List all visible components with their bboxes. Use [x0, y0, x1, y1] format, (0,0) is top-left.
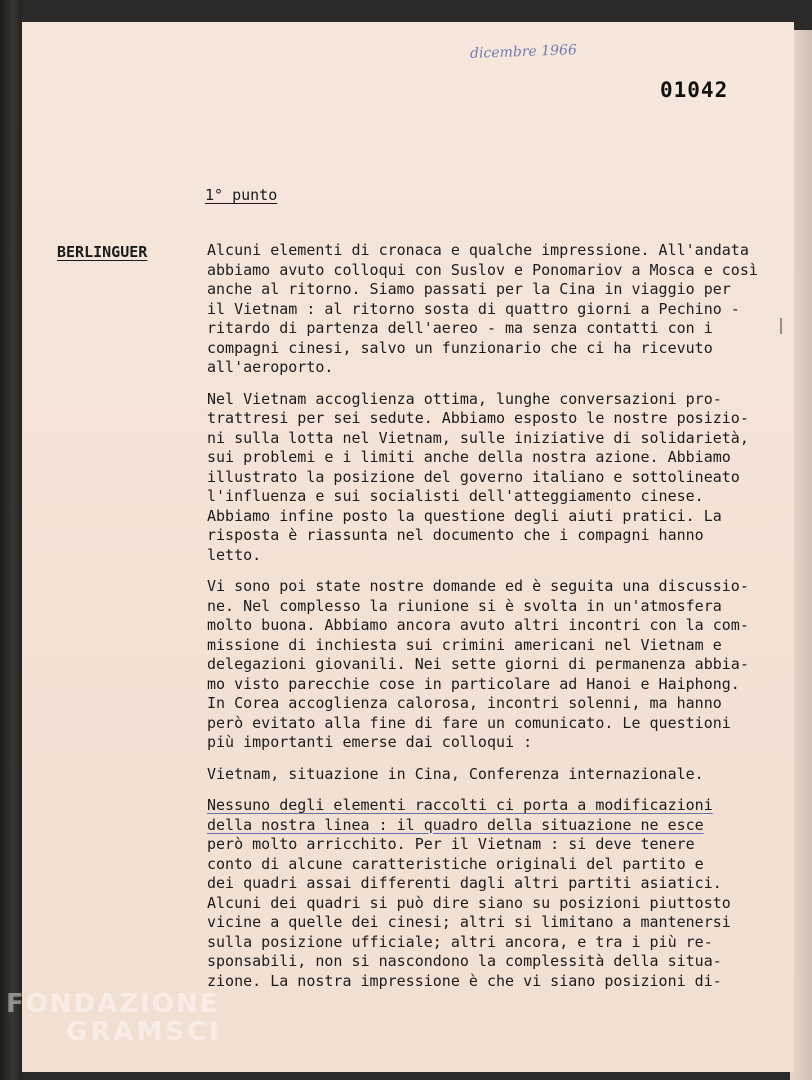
text-line: più importanti emerse dai colloqui : [207, 733, 533, 751]
watermark-line-2: GRAMSCI [66, 1017, 222, 1047]
paragraph-1 [207, 241, 767, 378]
paragraph-3 [207, 577, 767, 753]
paragraph-4 [207, 765, 767, 785]
text-line: Alcuni dei quadri si può dire siano su posizioni piuttosto [207, 893, 731, 912]
text-line: ritardo di partenza dell'aereo - ma senza contatti con i [207, 319, 713, 337]
text-line: zione. La nostra impressione è che vi siano posizioni di- [207, 971, 722, 990]
text-line: molto buona. Abbiamo ancora avuto altri incontri con la com- [207, 616, 749, 634]
text-line: dei quadri assai differenti dagli altri partiti asiatici. [207, 874, 722, 892]
document-body [207, 241, 767, 1003]
text-line: Alcuni elementi di cronaca e qualche impressione. All'andata [207, 241, 749, 259]
text-line: conto di alcune caratteristiche originali del partito e [207, 854, 704, 873]
paragraph-5 [207, 796, 767, 991]
text-line: ne. Nel complesso la riunione si è svolta in un'atmosfera [207, 596, 722, 615]
text-line: compagni cinesi, salvo un funzionario che ci ha ricevuto [207, 338, 713, 357]
text-line: ni sulla lotta nel Vietnam, sulle iniziative di solidarietà, [207, 428, 749, 447]
text-line: Vietnam, situazione in Cina, Conferenza internazionale. [207, 764, 704, 783]
text-line: Vi sono poi state nostre domande ed è seguita una discussio- [207, 577, 749, 595]
text-line: Nel Vietnam accoglienza ottima, lunghe conversazioni pro- [207, 389, 722, 408]
text-line: illustrato la posizione del governo italiano e sottolineato [207, 467, 740, 486]
text-line: sui problemi e i limiti anche della nostra azione. Abbiamo [207, 448, 731, 466]
text-line: delegazioni giovanili. Nei sette giorni di permanenza abbia- [207, 655, 749, 673]
text-line: Abbiamo infine posto la questione degli aiuti pratici. La [207, 506, 722, 525]
speaker-name: BERLINGUER [57, 243, 148, 261]
text-line: In Corea accoglienza calorosa, incontri solenni, ma hanno [207, 694, 722, 712]
text-line: l'influenza e sui socialisti dell'atteggiamento cinese. [207, 487, 704, 505]
text-line: abbiamo avuto colloqui con Suslov e Ponomariov a Mosca e così [207, 260, 758, 279]
text-line: risposta è riassunta nel documento che i compagni hanno [207, 526, 704, 544]
text-line: sulla posizione ufficiale; altri ancora, e tra i più re- [207, 932, 713, 951]
text-line: però evitato alla fine di fare un comunicato. Le questioni [207, 713, 731, 732]
text-line: letto. [207, 545, 262, 564]
section-title: 1° punto [205, 186, 278, 204]
text-line: missione di inchiesta sui crimini americani nel Vietnam e [207, 635, 722, 654]
text-line: anche al ritorno. Siamo passati per la Cina in viaggio per [207, 280, 731, 298]
text-line: vicine a quelle dei cinesi; altri si limitano a mantenersi [207, 913, 731, 931]
text-line: trattresi per sei sedute. Abbiamo esposto le nostre posizio- [207, 409, 749, 427]
text-line-underlined: Nessuno degli elementi raccolti ci porta a modificazioni [207, 796, 713, 814]
text-line-underlined: della nostra linea : il quadro della situazione ne esce [207, 815, 704, 834]
watermark-line-1: FONDAZIONE [6, 989, 220, 1019]
text-line: mo visto parecchie cose in particolare ad Hanoi e Haiphong. [207, 674, 740, 693]
document-number: 01042 [660, 78, 729, 102]
binder-edge [0, 0, 22, 1080]
text-line: però molto arricchito. Per il Vietnam : si deve tenere [207, 835, 695, 853]
text-line: sponsabili, non si nascondono la complessità della situa- [207, 952, 722, 970]
handwritten-date: dicembre 1966 [469, 42, 578, 62]
margin-mark [780, 318, 782, 334]
text-line: all'aeroporto. [207, 358, 334, 376]
paragraph-2 [207, 390, 767, 566]
fondazione-gramsci-watermark [6, 990, 222, 1046]
text-line: il Vietnam : al ritorno sosta di quattro giorni a Pechino - [207, 299, 740, 318]
